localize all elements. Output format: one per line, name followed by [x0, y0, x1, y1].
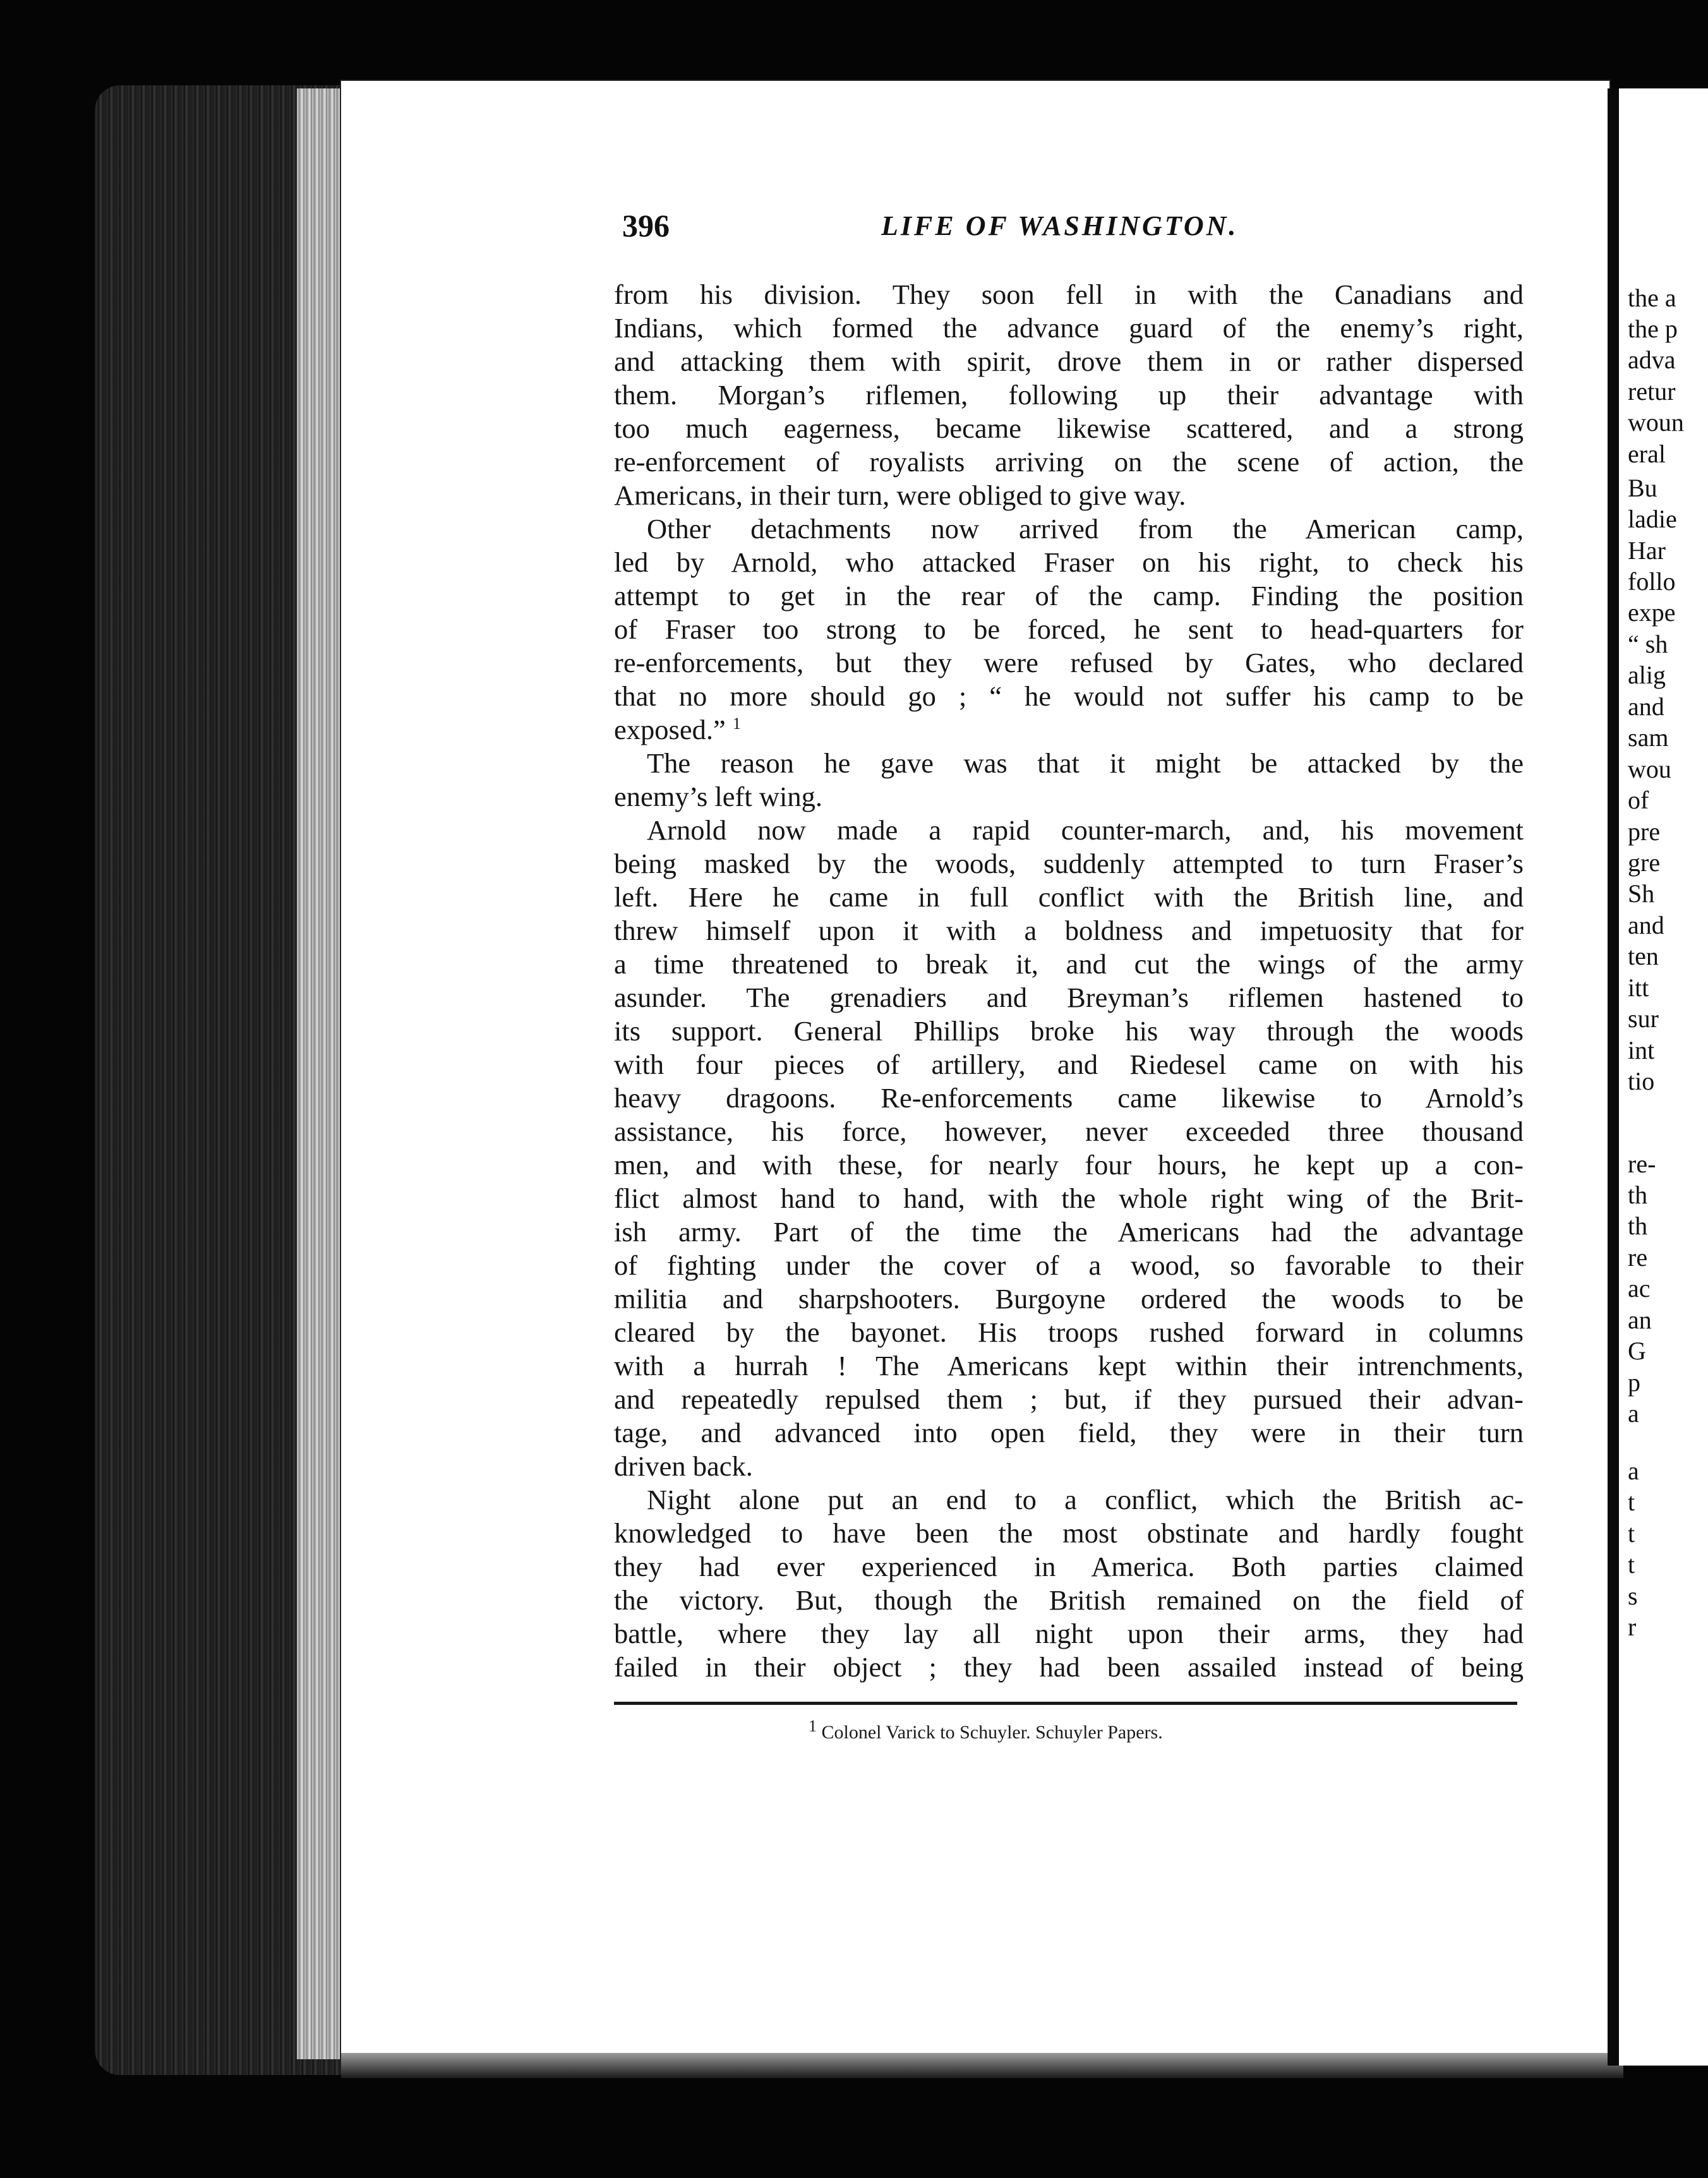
facing-page — [1608, 88, 1708, 2066]
text-line — [614, 1349, 1524, 1383]
facing-page-fragment: alig — [1628, 661, 1666, 689]
text-line-content: asunder. The grenadiers and Breyman’s riflemen hastened to — [614, 982, 1524, 1013]
facing-page-fragment: ladie — [1628, 505, 1677, 533]
text-line — [614, 1249, 1524, 1282]
facing-page-fragment: pre — [1628, 817, 1661, 846]
text-line-content: ish army. Part of the time the Americans had the advantage — [614, 1216, 1524, 1248]
text-line — [614, 1550, 1524, 1584]
text-line — [614, 680, 1524, 713]
facing-page-fragment: gre — [1628, 848, 1661, 877]
text-line — [614, 1383, 1524, 1416]
text-line-content: of Fraser too strong to be forced, he sent to head-quarters for — [614, 613, 1524, 645]
text-line — [614, 1182, 1524, 1215]
text-line — [614, 1316, 1524, 1349]
text-line — [614, 1483, 1524, 1517]
text-line-content: threw himself upon it with a boldness and impetuosity that for — [614, 915, 1524, 946]
page-number: 396 — [622, 208, 670, 243]
text-line — [614, 780, 1524, 814]
text-line — [614, 613, 1524, 646]
text-line — [614, 814, 1524, 847]
text-line — [614, 914, 1524, 948]
facing-page-fragment: retur — [1628, 377, 1676, 406]
text-line-content: from his division. They soon fell in with the Canadians and — [614, 279, 1524, 310]
facing-page-fragment: expe — [1628, 598, 1676, 627]
facing-page-fragment: ten — [1628, 942, 1659, 970]
body-text — [614, 278, 1524, 1684]
text-line — [614, 1282, 1524, 1316]
text-line — [614, 747, 1524, 780]
text-line — [614, 1416, 1524, 1450]
text-line-content: cleared by the bayonet. His troops rushed forward in columns — [614, 1316, 1524, 1348]
facing-page-fragment: Bu — [1628, 474, 1657, 502]
text-line — [614, 1617, 1524, 1651]
text-line-content: and attacking them with spirit, drove them in or rather dispersed — [614, 346, 1524, 377]
text-line — [614, 579, 1524, 613]
text-line-content: they had ever experienced in America. Both parties claimed — [614, 1551, 1524, 1582]
text-line-content: attempt to get in the rear of the camp. Finding the position — [614, 580, 1524, 611]
text-line-content: flict almost hand to hand, with the whole right wing of the Brit- — [614, 1182, 1524, 1214]
text-line — [614, 646, 1524, 680]
text-line — [614, 1148, 1524, 1182]
text-line-content: re-enforcements, but they were refused by Gates, who declared — [614, 647, 1524, 678]
facing-page-fragment: Sh — [1628, 879, 1655, 908]
text-line — [614, 311, 1524, 345]
facing-page-fragment: and — [1628, 911, 1664, 939]
text-line-content: driven back. — [614, 1450, 753, 1482]
footnote-marker: 1 — [809, 1717, 817, 1735]
facing-page-fragment: int — [1628, 1036, 1655, 1064]
text-line — [614, 1215, 1524, 1249]
facing-page-fragment: woun — [1628, 408, 1684, 436]
facing-page-fragment: s — [1628, 1582, 1638, 1610]
text-line-content: Other detachments now arrived from the American camp, — [647, 513, 1524, 544]
facing-page-fragment: re- — [1628, 1150, 1656, 1178]
text-line — [614, 981, 1524, 1014]
text-line — [614, 881, 1524, 914]
text-line — [614, 546, 1524, 579]
facing-page-fragment: ac — [1628, 1274, 1651, 1303]
facing-page-fragment: wou — [1628, 755, 1671, 783]
text-line-content: and repeatedly repulsed them ; but, if they pursued their advan- — [614, 1383, 1524, 1415]
facing-page-fragment: th — [1628, 1212, 1648, 1240]
text-line-content: assistance, his force, however, never exceeded three thousand — [614, 1116, 1524, 1147]
facing-page-fragment: t — [1628, 1519, 1635, 1548]
text-line-content: militia and sharpshooters. Burgoyne ordered the woods to be — [614, 1283, 1524, 1315]
text-line-content: led by Arnold, who attacked Fraser on his right, to check his — [614, 546, 1524, 578]
text-line-content: enemy’s left wing. — [614, 781, 822, 812]
text-line — [614, 713, 1524, 747]
facing-page-fragment: th — [1628, 1181, 1648, 1209]
text-line-content: with a hurrah ! The Americans kept within their intrenchments, — [614, 1350, 1524, 1381]
page-edges — [297, 88, 341, 2059]
facing-page-fragment: re — [1628, 1243, 1648, 1272]
text-line-content: Night alone put an end to a conflict, which the British ac- — [647, 1484, 1524, 1515]
footnote-rule — [614, 1702, 1517, 1705]
text-line — [614, 479, 1524, 512]
facing-page-fragment: “ sh — [1628, 630, 1668, 658]
text-line-content: battle, where they lay all night upon their arms, they had — [614, 1618, 1524, 1649]
text-line-content: Americans, in their turn, were obliged to give way. — [614, 479, 1186, 511]
text-line — [614, 378, 1524, 412]
text-line-content: of fighting under the cover of a wood, so favorable to their — [614, 1249, 1524, 1281]
text-line-content: them. Morgan’s riflemen, following up their advantage with — [614, 379, 1524, 411]
facing-page-fragment: of — [1628, 786, 1649, 814]
text-line — [614, 1048, 1524, 1081]
text-line — [614, 512, 1524, 546]
facing-page-fragment: eral — [1628, 440, 1666, 468]
text-line — [614, 1081, 1524, 1115]
facing-page-fragment: follo — [1628, 567, 1676, 596]
text-line-content: a time threatened to break it, and cut the wings of the army — [614, 948, 1524, 980]
facing-page-fragment: G — [1628, 1337, 1646, 1365]
text-line-content: the victory. But, though the British remained on the field of — [614, 1584, 1524, 1616]
facing-page-fragment: tio — [1628, 1067, 1655, 1095]
text-line-content: knowledged to have been the most obstinate and hardly fought — [614, 1517, 1524, 1549]
text-line — [614, 847, 1524, 881]
text-line-content: exposed.” — [614, 714, 726, 745]
facing-page-fragment: the p — [1628, 315, 1678, 343]
page-bottom-shadow — [341, 2053, 1623, 2078]
facing-page-fragment: and — [1628, 692, 1664, 721]
running-title: LIFE OF WASHINGTON. — [881, 210, 1239, 241]
text-line — [614, 1115, 1524, 1148]
text-line-content: Indians, which formed the advance guard of the enemy’s right, — [614, 312, 1524, 344]
facing-page-fragment: adva — [1628, 346, 1676, 374]
text-line-content: left. Here he came in full conflict with the British line, and — [614, 881, 1524, 913]
text-line-content: with four pieces of artillery, and Riedesel came on with his — [614, 1049, 1524, 1080]
facing-page-fragment: t — [1628, 1488, 1635, 1516]
text-line — [614, 1584, 1524, 1617]
facing-page-fragment: Har — [1628, 536, 1666, 565]
text-line-content: too much eagerness, became likewise scattered, and a strong — [614, 412, 1524, 444]
text-line-content: its support. General Phillips broke his way through the woods — [614, 1015, 1524, 1047]
footnote-text: Colonel Varick to Schuyler. Schuyler Papers. — [821, 1722, 1163, 1743]
text-line — [614, 278, 1524, 311]
text-line — [614, 445, 1524, 479]
text-line — [614, 948, 1524, 981]
text-line — [614, 345, 1524, 378]
facing-page-fragment: an — [1628, 1306, 1652, 1334]
text-line-content: that no more should go ; “ he would not suffer his camp to be — [614, 680, 1524, 712]
text-line-content: men, and with these, for nearly four hours, he kept up a con- — [614, 1149, 1524, 1181]
text-line-content: Arnold now made a rapid counter-march, and, his movement — [647, 814, 1524, 846]
facing-page-fragment: sam — [1628, 723, 1669, 752]
facing-page-fragment: t — [1628, 1550, 1635, 1579]
facing-page-fragment: itt — [1628, 973, 1649, 1002]
facing-page-fragment: a — [1628, 1457, 1639, 1485]
text-line — [614, 1450, 1524, 1483]
text-line-content: re-enforcement of royalists arriving on the scene of action, the — [614, 446, 1524, 478]
text-line-content: being masked by the woods, suddenly attempted to turn Fraser’s — [614, 848, 1524, 879]
text-line-content: heavy dragoons. Re-enforcements came likewise to Arnold’s — [614, 1082, 1524, 1114]
text-line — [614, 1014, 1524, 1048]
facing-page-fragment: p — [1628, 1368, 1640, 1397]
page-header — [622, 207, 1525, 251]
footnote — [809, 1717, 1163, 1743]
facing-page-fragment: the a — [1628, 284, 1676, 312]
facing-page-fragment: r — [1628, 1613, 1637, 1641]
facing-page-fragment: sur — [1628, 1004, 1659, 1033]
text-line-content: failed in their object ; they had been assailed instead of being — [614, 1651, 1524, 1683]
text-line-content: tage, and advanced into open field, they were in their turn — [614, 1417, 1524, 1448]
footnote-reference: 1 — [732, 714, 741, 733]
text-line — [614, 1517, 1524, 1550]
facing-page-fragment: a — [1628, 1399, 1639, 1428]
text-line — [614, 1651, 1524, 1684]
text-line — [614, 412, 1524, 445]
text-line-content: The reason he gave was that it might be attacked by the — [647, 747, 1524, 779]
